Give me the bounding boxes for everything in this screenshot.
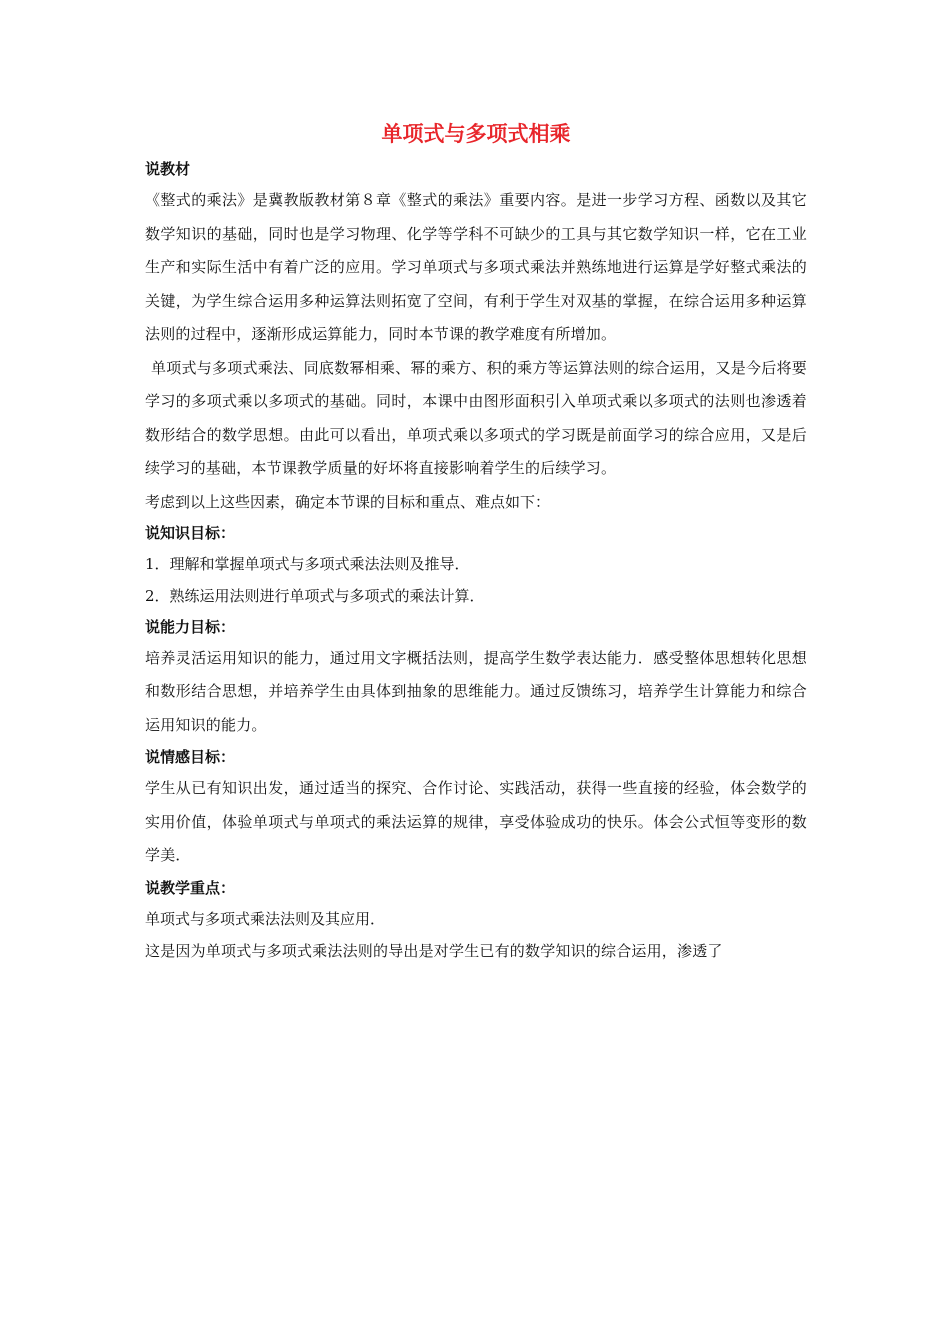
paragraph-key-points-2: 这是因为单项式与多项式乘法法则的导出是对学生已有的数学知识的综合运用，渗透了 — [145, 941, 723, 960]
knowledge-goal-item-1: 1．理解和掌握单项式与多项式乘法法则及推导． — [145, 554, 470, 573]
paragraph-textbook-3: 考虑到以上这些因素，确定本节课的目标和重点、难点如下： — [145, 492, 551, 511]
document-page — [145, 118, 807, 968]
knowledge-goal-item-2: 2．熟练运用法则进行单项式与多项式的乘法计算． — [145, 586, 485, 605]
section-heading-knowledge-goals: 说知识目标： — [145, 523, 236, 542]
paragraph-key-points-1: 单项式与多项式乘法法则及其应用． — [145, 909, 386, 928]
paragraph-emotion-goals: 学生从已有知识出发，通过适当的探究、合作讨论、实践活动，获得一些直接的经验，体会数学的实用价值，体验单项式与单项式的乘法运算的规律，享受体验成功的快乐。体会公式恒等变形的数学美． — [145, 779, 807, 864]
paragraph-ability-goals: 培养灵活运用知识的能力，通过用文字概括法则，提高学生数学表达能力．感受整体思想转化思想和数形结合思想，并培养学生由具体到抽象的思维能力。通过反馈练习，培养学生计算能力和综合运用知识的能力。 — [145, 648, 807, 734]
section-heading-ability-goals: 说能力目标： — [145, 617, 236, 636]
section-heading-textbook: 说教材 — [145, 160, 191, 178]
section-heading-emotion-goals: 说情感目标： — [145, 748, 236, 766]
paragraph-textbook-2: 单项式与多项式乘法、同底数幂相乘、幂的乘方、积的乘方等运算法则的综合运用，又是今后将要学习的多项式乘以多项式的基础。同时，本课中由图形面积引入单项式乘以多项式的法则也渗透着数形结合的数学思想。由此可以看出，单项式乘以多项式的学习既是前面学习的综合应用，又是后续学习的基础，本节课教学质量的好坏将直接影响着学生的后续学习。 — [145, 358, 807, 477]
paragraph-textbook-1: 《整式的乘法》是冀教版教材第８章《整式的乘法》重要内容。是进一步学习方程、函数以及其它数学知识的基础，同时也是学习物理、化学等学科不可缺少的工具与其它数学知识一样，它在工业生产和实际生活中有着广泛的应用。学习单项式与多项式乘法并熟练地进行运算是学好整式乘法的关键，为学生综合运用多种运算法则拓宽了空间，有利于学生对双基的掌握，在综合运用多种运算法则的过程中，逐渐形成运算能力，同时本节课的教学难度有所增加。 — [145, 191, 807, 343]
document-title: 单项式与多项式相乘 — [381, 122, 571, 146]
section-heading-key-points: 说教学重点： — [145, 878, 236, 897]
